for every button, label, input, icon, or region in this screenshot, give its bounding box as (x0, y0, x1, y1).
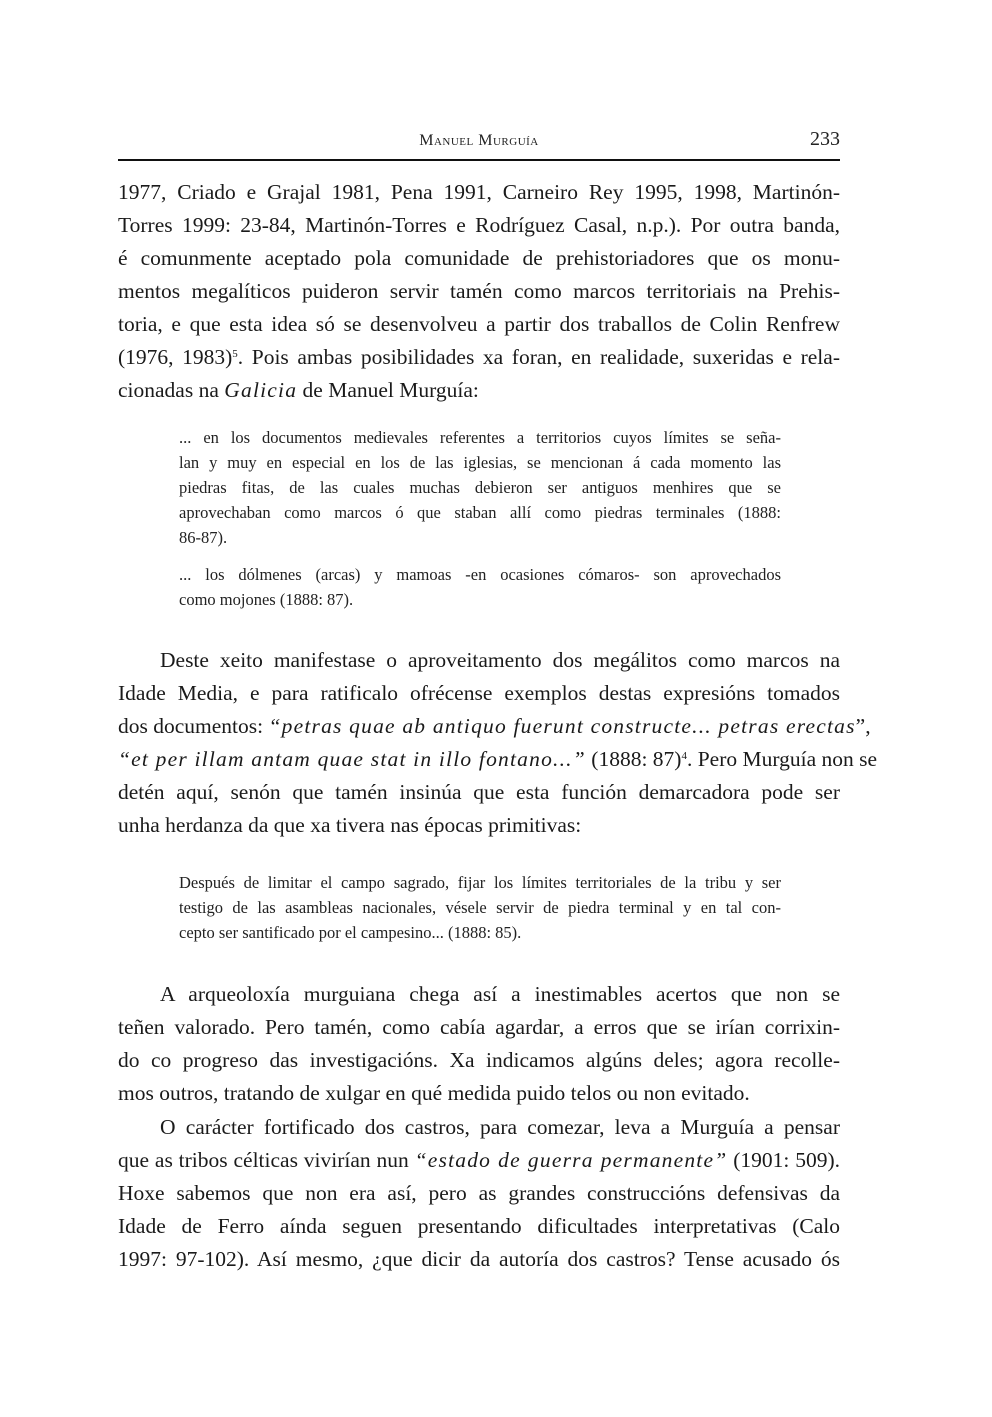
body-line: A arqueoloxía murguiana chega así a inestimables acertos que non se (160, 982, 840, 1006)
body-line (118, 1150, 840, 1172)
body-line: O carácter fortificado dos castros, para comezar, leva a Murguía a pensar (160, 1115, 840, 1139)
text-run: . Pero Murguía non se (686, 747, 878, 771)
footnote-marker: 5 (232, 348, 238, 360)
quote-line: como mojones (1888: 87). (179, 590, 354, 609)
italic-title: Galicia (224, 378, 298, 402)
body-line: detén aquí, senón que tamén insinúa que esta función demarcadora pode ser (118, 780, 840, 804)
text-run: (1888: 87) (585, 747, 682, 771)
body-line: mentos megalíticos puideron servir tamén como marcos territoriais na Prehis- (118, 279, 840, 303)
latin-quote: “et per illam antam quae stat in illo fontano...” (118, 747, 586, 771)
header-rule (118, 159, 840, 161)
body-line: Idade Media, e para ratificalo ofrécense exemplos destas expresións tomados (118, 681, 840, 705)
body-line (118, 714, 871, 738)
text-run: cionadas na (118, 378, 225, 402)
running-title: Manuel Murguía (419, 132, 539, 149)
quote-line: aprovechaban como marcos ó que staban allí como piedras terminales (1888: (179, 503, 781, 522)
body-line: é comunmente aceptado pola comunidade de prehistoriadores que os monu- (118, 246, 840, 270)
footnote-marker: 4 (681, 750, 687, 762)
running-header (118, 128, 840, 156)
body-line: Deste xeito manifestase o aproveitamento dos megálitos como marcos na (160, 648, 840, 672)
body-line (118, 380, 840, 402)
body-line: Hoxe sabemos que non era así, pero as grandes construccións defensivas da (118, 1181, 840, 1205)
text-run: de Manuel Murguía: (297, 378, 479, 402)
text-run: dos documentos: (118, 714, 269, 738)
body-line: Idade de Ferro aínda seguen presentando dificultades interpretativas (Calo (118, 1214, 840, 1238)
text-run: (1901: 509). (727, 1148, 841, 1172)
quote-line: ... los dólmenes (arcas) y mamoas -en ocasiones cómaros- son aprovechados (179, 565, 781, 584)
text-run: que as tribos célticas vivirían nun (118, 1148, 415, 1172)
body-line: Torres 1999: 23-84, Martinón-Torres e Rodríguez Casal, n.p.). Por outra banda, (118, 213, 840, 237)
text-run: (1976, 1983) (118, 345, 233, 369)
body-line: unha herdanza da que xa tivera nas épocas primitivas: (118, 813, 582, 837)
quote-line: 86-87). (179, 528, 228, 547)
body-line: teñen valorado. Pero tamén, como cabía agardar, a erros que se irían corrixin- (118, 1015, 840, 1039)
body-line: mos outros, tratando de xulgar en qué medida puido telos ou non evitado. (118, 1081, 750, 1105)
text-run: ”, (855, 714, 871, 738)
latin-quote: “petras quae ab antiquo fuerunt constructe... petras erectas (268, 714, 856, 738)
body-line (118, 347, 840, 369)
quote-line: cepto ser santificado por el campesino... (1888: 85). (179, 923, 522, 942)
page-number: 233 (810, 128, 840, 150)
quote-line: ... en los documentos medievales referentes a territorios cuyos límites se seña- (179, 428, 781, 447)
quote-line: testigo de las asambleas nacionales, vésele servir de piedra terminal y en tal con- (179, 898, 781, 917)
quote-line: lan y muy en especial en los de las iglesias, se mencionan á cada momento las (179, 453, 781, 472)
quote-line: Después de limitar el campo sagrado, fijar los límites territoriales de la tribu y ser (179, 873, 781, 892)
italic-quote: “estado de guerra permanente” (414, 1148, 728, 1172)
quote-line: piedras fitas, de las cuales muchas debieron ser antiguos menhires que se (179, 478, 781, 497)
body-line: toria, e que esta idea só se desenvolveu a partir dos traballos de Colin Renfrew (118, 312, 840, 336)
text-run: . Pois ambas posibilidades xa foran, en realidade, suxeridas e rela- (237, 345, 840, 369)
body-line (118, 747, 878, 771)
body-line: 1997: 97-102). Así mesmo, ¿que dicir da autoría dos castros? Tense acusado ós (118, 1247, 840, 1271)
body-line: do co progreso das investigacións. Xa indicamos algúns deles; agora recolle- (118, 1048, 840, 1072)
body-line: 1977, Criado e Grajal 1981, Pena 1991, Carneiro Rey 1995, 1998, Martinón- (118, 180, 840, 204)
